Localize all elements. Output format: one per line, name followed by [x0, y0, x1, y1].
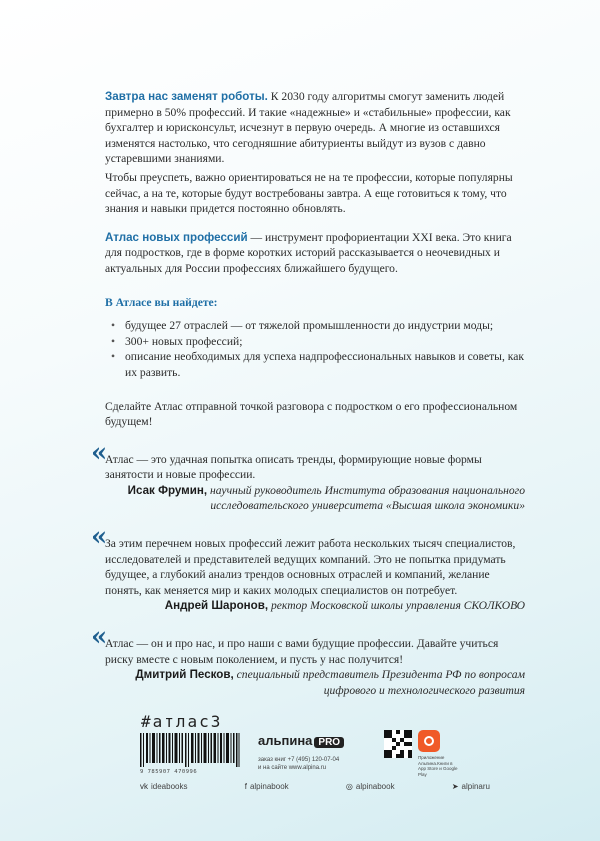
- quote-3: [91, 622, 525, 698]
- list-item: • описание необходимых для успеха надпрофессиональных навыков и советы, как их развить.: [105, 349, 525, 380]
- facebook-icon: f: [244, 782, 247, 791]
- find-heading: В Атласе вы найдете:: [105, 295, 218, 309]
- social-label: alpinabook: [355, 782, 395, 791]
- social-label: alpinaru: [461, 782, 490, 791]
- quote-author: [105, 483, 525, 514]
- logo-badge: PRO: [314, 737, 344, 748]
- intro-lead: Завтра нас заменят роботы.: [105, 90, 268, 103]
- author-name: Андрей Шаронов,: [164, 599, 269, 613]
- intro-paragraph-2: Чтобы преуспеть, важно ориентироваться не на те профессии, которые популярны сейчас, а на те, которые будут востребованы завтра. А еще готовиться к тому, что знания и навыки придется постоянно обновлять.: [105, 170, 513, 216]
- atlas-paragraph: [105, 230, 525, 277]
- telegram-icon: ➤: [451, 782, 459, 791]
- barcode-icon: [140, 733, 240, 767]
- social-label: alpinabook: [249, 782, 289, 791]
- app-icon: [418, 730, 440, 752]
- publisher-logo: [258, 733, 344, 748]
- intro-rest: К 2030 году алгоритмы смогут заменить людей примерно в 50% профессий. И такие «надежные» и «стабильные» профессии, как бухгалтер и юрисконсульт, исчезнут в первую очередь. А многие из оставшихся изменятся настолько, что сегодняшние абитуриенты выйдут из вузов с давно устаревшими знаниями.: [105, 90, 511, 166]
- barcode-number: 9 785907 470996: [140, 769, 198, 775]
- back-cover-text: [91, 89, 525, 698]
- find-list: [105, 318, 525, 380]
- order-site: и на сайте www.alpina.ru: [258, 765, 327, 771]
- app-text: Приложение Альпина.Книги в App Store и Google Play: [418, 755, 458, 777]
- author-role: научный руководитель Института образования национального исследовательского университета «Высшая школа экономики»: [207, 483, 525, 513]
- social-item-facebook[interactable]: [245, 782, 289, 791]
- quote-author: [105, 598, 525, 614]
- social-label: ideabooks: [151, 782, 188, 791]
- quote-1: [91, 437, 525, 514]
- quote-2: [91, 522, 525, 614]
- intro-paragraph: [105, 89, 525, 167]
- author-role: ректор Московской школы управления СКОЛКОВО: [268, 599, 525, 613]
- social-links: [140, 782, 490, 791]
- atlas-name: Атлас новых профессий: [105, 230, 248, 244]
- social-item-vk[interactable]: [140, 782, 187, 791]
- order-phone: заказ книг +7 (495) 120-07-04: [258, 757, 340, 763]
- atlas-desc: — инструмент профориентации XXI века. Это книга для подростков, где в форме коротких историй рассказывается о неочевидных и актуальных для России профессиях ближайшего будущего.: [105, 230, 512, 275]
- social-item-instagram[interactable]: [346, 782, 395, 791]
- quote-text: Атлас — он и про нас, и про наши с вами будущие профессии. Давайте учиться риску вместе с новым поколением, и пусть у нас получится!: [105, 637, 499, 666]
- order-info: [258, 756, 358, 772]
- quote-mark-icon: «: [91, 522, 108, 553]
- quote-text: Атлас — это удачная попытка описать тренды, формирующие новые формы занятости и новые профессии.: [105, 452, 482, 482]
- author-name: Дмитрий Песков,: [135, 668, 234, 682]
- list-item: • будущее 27 отраслей — от тяжелой промышленности до индустрии моды;: [105, 318, 525, 334]
- cta-paragraph: Сделайте Атлас отправной точкой разговора с подростком о его профессиональном будущем!: [105, 399, 518, 429]
- quote-author: [105, 667, 525, 698]
- instagram-icon: ◎: [345, 782, 353, 791]
- qr-code-icon: [384, 730, 412, 758]
- author-role: специальный представитель Президента РФ по вопросам цифрового и технологического развития: [233, 668, 525, 697]
- vk-icon: vk: [140, 782, 148, 791]
- hashtag: #атлас3: [141, 712, 223, 731]
- quote-mark-icon: «: [91, 437, 108, 468]
- author-name: Исак Фрумин,: [127, 483, 208, 497]
- quote-text: За этим перечнем новых профессий лежит работа нескольких тысяч специалистов, исследователей и представителей ведущих компаний. Это не попытка придумать будущее, а глубокий анализ трендов основных отраслей и компаний, желание понять, как меняется мир и каких молодых специалистов он потребует.: [105, 537, 516, 597]
- quote-mark-icon: «: [91, 622, 108, 653]
- list-item: • 300+ новых профессий;: [105, 334, 525, 350]
- logo-text: альпина: [258, 733, 313, 748]
- social-item-telegram[interactable]: [452, 782, 490, 791]
